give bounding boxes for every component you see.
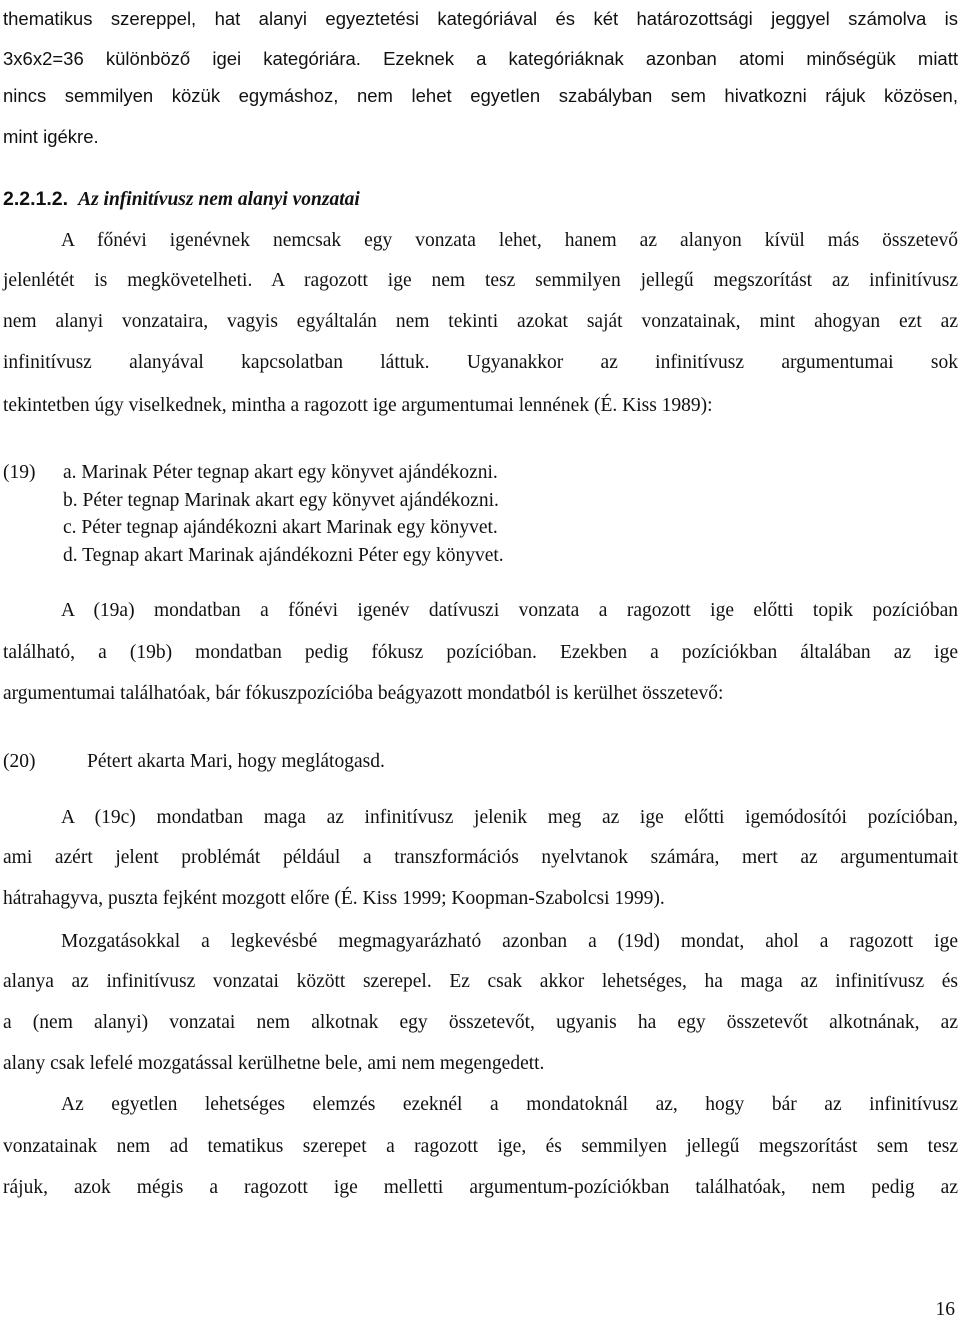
paragraph-line: található, a (19b) mondatban pedig fókusz pozícióban. Ezekben a pozíciókban általában az ige: [3, 642, 958, 663]
paragraph-line: A főnévi igenévnek nemcsak egy vonzata lehet, hanem az alanyon kívül más összetevő: [61, 230, 958, 251]
paragraph-line: Az egyetlen lehetséges elemzés ezeknél a mondatoknál az, hogy bár az infinitívusz: [61, 1094, 958, 1115]
paragraph-line: argumentumai találhatóak, bár fókuszpozícióba beágyazott mondatból is kerülhet összetevő:: [3, 683, 724, 704]
example-item: b. Péter tegnap Marinak akart egy könyvet ajándékozni.: [63, 490, 499, 511]
example-item: d. Tegnap akart Marinak ajándékozni Péter egy könyvet.: [63, 545, 504, 566]
example-item: a. Marinak Péter tegnap akart egy könyvet ajándékozni.: [63, 462, 498, 483]
intro-line: 3x6x2=36 különböző igei kategóriára. Ezeknek a kategóriáknak azonban atomi minőségük miatt: [3, 48, 958, 69]
paragraph-line: vonzatainak nem ad tematikus szerepet a ragozott ige, és semmilyen jellegű megszorítást sem tesz: [3, 1136, 958, 1157]
paragraph-line: A (19a) mondatban a főnévi igenév datívuszi vonzata a ragozott ige előtti topik pozícióban: [61, 600, 958, 621]
example-label: (19): [3, 462, 36, 483]
paragraph-line: tekintetben úgy viselkednek, mintha a ragozott ige argumentumai lennének (É. Kiss 1989):: [3, 395, 713, 416]
intro-line: thematikus szereppel, hat alanyi egyeztetési kategóriával és két határozottsági jeggyel számolva is: [3, 8, 958, 29]
paragraph-line: A (19c) mondatban maga az infinitívusz jelenik meg az ige előtti igemódosítói pozícióban,: [61, 807, 958, 828]
example-label: (20): [3, 751, 36, 772]
section-number: 2.2.1.2.: [3, 188, 69, 210]
section-heading: [3, 187, 958, 212]
paragraph-line: nem alanyi vonzataira, vagyis egyáltalán nem tekinti azokat saját vonzatainak, mint ahogyan ezt az: [3, 311, 958, 332]
paragraph-line: hátrahagyva, puszta fejként mozgott előre (É. Kiss 1999; Koopman-Szabolcsi 1999).: [3, 888, 665, 909]
section-title: Az infinitívusz nem alanyi vonzatai: [78, 189, 360, 210]
intro-line: mint igékre.: [3, 126, 99, 147]
paragraph-line: ami azért jelent problémát például a transzformációs nyelvtanok számára, mert az argumentumait: [3, 847, 958, 868]
paragraph-line: Mozgatásokkal a legkevésbé megmagyarázható azonban a (19d) mondat, ahol a ragozott ige: [61, 931, 958, 952]
example-item: c. Péter tegnap ajándékozni akart Marinak egy könyvet.: [63, 517, 498, 538]
paragraph-line: alany csak lefelé mozgatással kerülhetne bele, ami nem megengedett.: [3, 1053, 545, 1074]
paragraph-line: alanya az infinitívusz vonzatai között szerepel. Ez csak akkor lehetséges, ha maga az infinitívusz és: [3, 971, 958, 992]
paragraph-line: infinitívusz alanyával kapcsolatban láttuk. Ugyanakkor az infinitívusz argumentumai sok: [3, 352, 958, 373]
paragraph-line: jelenlétét is megkövetelheti. A ragozott ige nem tesz semmilyen jellegű megszorítást az infinitívusz: [3, 270, 958, 291]
paragraph-line: rájuk, azok mégis a ragozott ige melletti argumentum-pozíciókban találhatóak, nem pedig az: [3, 1177, 958, 1198]
paragraph-line: a (nem alanyi) vonzatai nem alkotnak egy összetevőt, ugyanis ha egy összetevőt alkotnának, az: [3, 1012, 958, 1033]
example-item: Pétert akarta Mari, hogy meglátogasd.: [87, 751, 385, 772]
page-number: 16: [935, 1299, 955, 1320]
intro-line: nincs semmilyen közük egymáshoz, nem lehet egyetlen szabályban sem hivatkozni rájuk közösen,: [3, 85, 958, 106]
